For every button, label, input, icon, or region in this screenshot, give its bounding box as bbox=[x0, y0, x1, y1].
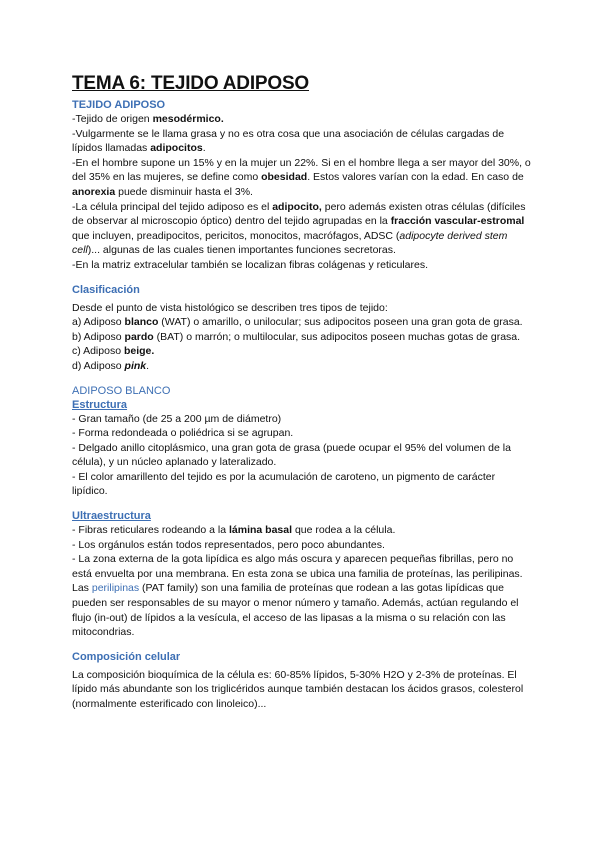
estructura-item: - Forma redondeada o poliédrica si se agrupan. bbox=[72, 427, 294, 440]
document-page bbox=[72, 72, 532, 712]
clasificacion-item-c: c) Adiposo beige. bbox=[72, 345, 155, 358]
paragraph-matriz: -En la matriz extracelular también se localizan fibras colágenas y reticulares. bbox=[72, 258, 428, 271]
section-heading-adiposo-blanco: ADIPOSO BLANCO bbox=[72, 384, 171, 397]
paragraph-origen: -Tejido de origen mesodérmico. bbox=[72, 113, 224, 125]
section-heading-clasificacion: Clasificación bbox=[72, 283, 140, 296]
subheading-composicion-celular: Composición celular bbox=[72, 650, 181, 663]
page-title: TEMA 6: TEJIDO ADIPOSO bbox=[72, 73, 309, 94]
paragraph-grasa: -Vulgarmente se le llama grasa y no es otra cosa que una asociación de células cargadas de lípidos llamadas adipocitos. bbox=[72, 127, 505, 155]
ultra-item-perilipinas: - La zona externa de la gota lipídica es algo más oscura y aparecen pequeñas fibrillas, pero no está envuelta por una membrana. En esta zona se ubica una familia de proteínas, las perilipinas. Las perilipinas (PAT family) son una familia de proteínas que rodean a las gotas lipídicas que pueden ser responsables de su mayor o menor número y tamaño. Además, actúan regulando el flujo (in-out) de lípidos a la vesícula, el acceso de las lipasas a la misma o su relación con las mitocondrias. bbox=[72, 553, 523, 639]
clasificacion-item-b: b) Adiposo pardo (BAT) o marrón; o multilocular, sus adipocitos poseen muchas gotas de grasa. bbox=[72, 330, 521, 343]
paragraph-celula-principal: -La célula principal del tejido adiposo es el adipocito, pero además existen otras células (difíciles de observar al microscopio óptico) dentro del tejido agrupadas en la fracción vascular-estromal que incluyen, preadipocitos, pericitos, monocitos, macrófagos, ADSC (adipocyte derived stem cell)... algunas de las cuales tienen importantes funciones secretoras. bbox=[72, 200, 526, 257]
ultra-item-organulos: - Los orgánulos están todos representados, pero poco abundantes. bbox=[72, 538, 385, 551]
composicion-text: La composición bioquímica de la célula es: 60-85% lípidos, 5-30% H2O y 2-3% de proteínas. El lípido más abundante son los triglicéridos aunque también destacan los ácidos grasos, colesterol (normalmente esterificado con linoleico)... bbox=[72, 668, 524, 710]
perilipinas-link[interactable]: perilipinas bbox=[91, 582, 140, 595]
estructura-item: - El color amarillento del tejido es por la acumulación de caroteno, un pigmento de carácter lipídico. bbox=[72, 470, 496, 498]
subheading-ultraestructura: Ultraestructura bbox=[72, 510, 151, 523]
clasificacion-item-a: a) Adiposo blanco (WAT) o amarillo, o unilocular; sus adipocitos poseen una gran gota de grasa. bbox=[72, 316, 523, 329]
estructura-item: - Delgado anillo citoplásmico, una gran gota de grasa (puede ocupar el 95% del volumen de la célula), y un núcleo aplanado y lateralizado. bbox=[72, 441, 511, 469]
ultra-item-lamina: - Fibras reticulares rodeando a la lámina basal que rodea a la célula. bbox=[72, 524, 396, 537]
clasificacion-intro: Desde el punto de vista histológico se describen tres tipos de tejido: bbox=[72, 301, 388, 314]
clasificacion-item-d: d) Adiposo pink. bbox=[72, 359, 150, 372]
estructura-item: - Gran tamaño (de 25 a 200 µm de diámetro) bbox=[72, 412, 282, 425]
section-heading-tejido-adiposo: TEJIDO ADIPOSO bbox=[72, 99, 166, 111]
paragraph-porcentajes: -En el hombre supone un 15% y en la mujer un 22%. Si en el hombre llega a ser mayor del 30%, o del 35% en las mujeres, se define como obesidad. Estos valores varían con la edad. En caso de anorexia puede disminuir hasta el 3%. bbox=[72, 156, 531, 198]
subheading-estructura: Estructura bbox=[72, 398, 128, 411]
